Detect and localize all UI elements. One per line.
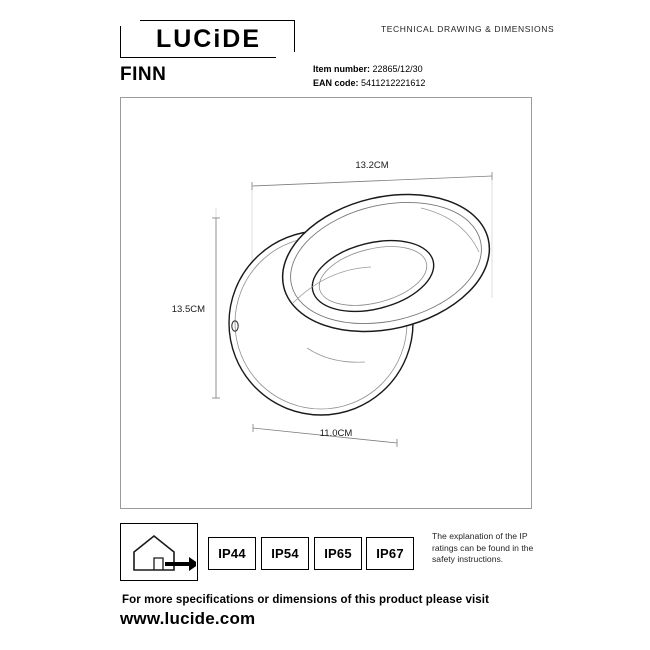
page-title: FINN	[120, 64, 167, 85]
dimension-width	[252, 172, 492, 190]
arrow-icon	[165, 557, 196, 571]
brand-logo	[120, 20, 295, 58]
dimension-width-label: 13.2CM	[355, 160, 389, 171]
house-icon-box	[120, 523, 198, 581]
item-number-value: 22865/12/30	[372, 64, 423, 74]
ip-rating-badge-3: IP65	[314, 537, 362, 570]
item-info-block	[313, 62, 425, 90]
dimension-height-label: 13.5CM	[171, 304, 205, 315]
ean-value: 5411212221612	[361, 78, 426, 88]
drawing-frame	[120, 97, 532, 509]
ean-label: EAN code:	[313, 78, 359, 88]
brand-logo-text: LUCiDE	[155, 25, 262, 53]
footer-website-link[interactable]: www.lucide.com	[120, 609, 256, 628]
ip-explanation-note: The explanation of the IP ratings can be found in the safety instructions.	[432, 531, 534, 565]
dimension-height	[212, 218, 220, 398]
ip-rating-badge-1: IP44	[208, 537, 256, 570]
ip-rating-badge-2: IP54	[261, 537, 309, 570]
product-technical-drawing	[121, 98, 531, 508]
logo-notch-top-left	[118, 18, 140, 26]
technical-drawing-label: TECHNICAL DRAWING & DIMENSIONS	[381, 24, 555, 34]
ip-rating-badge-4: IP67	[366, 537, 414, 570]
house-icon	[121, 524, 196, 579]
page-header	[0, 0, 650, 62]
logo-notch-bottom-right	[276, 52, 298, 60]
item-number-label: Item number:	[313, 64, 371, 74]
dimension-depth-label: 11.0CM	[319, 428, 353, 439]
ean-row	[313, 76, 425, 90]
footer-cta-text: For more specifications or dimensions of this product please visit	[122, 594, 490, 606]
item-number-row	[313, 62, 425, 76]
